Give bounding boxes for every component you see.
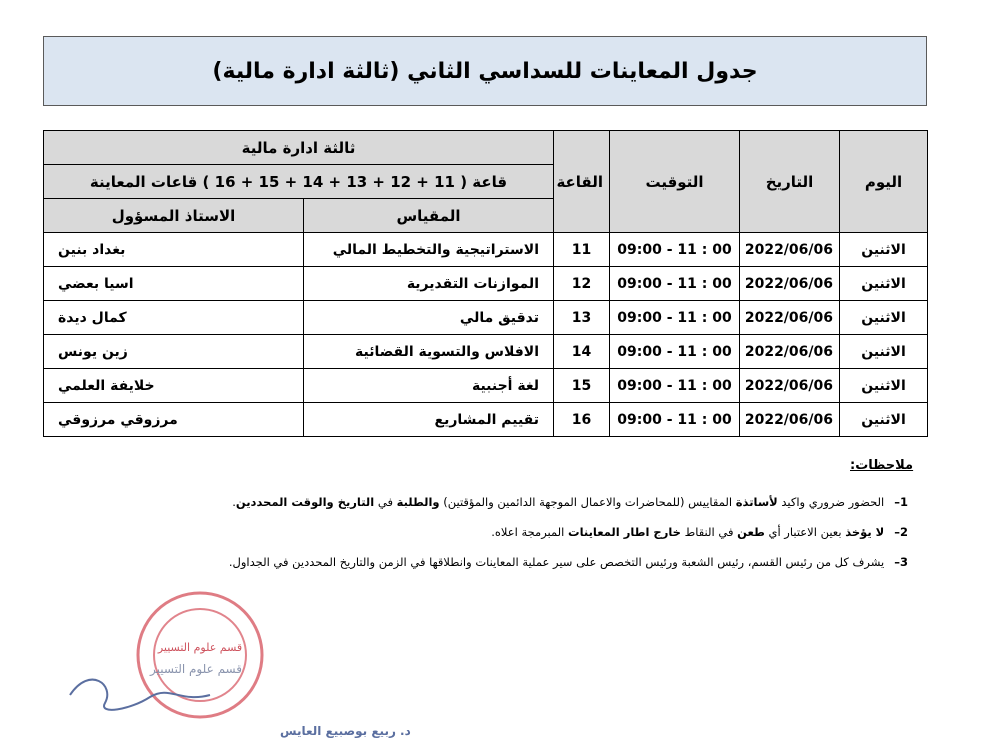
cell-day: الاثنين (840, 233, 928, 267)
header-date: التاريخ (740, 131, 840, 233)
cell-date: 2022/06/06 (740, 369, 840, 403)
cell-subject: تدقيق مالي (304, 301, 554, 335)
cell-date: 2022/06/06 (740, 233, 840, 267)
cell-room: 11 (554, 233, 610, 267)
cell-time: 09:00 - 11 : 00 (610, 233, 740, 267)
note-item: 1–الحضور ضروري واكيد لأساتذة المقاييس (للمحاضرات والاعمال الموجهة الدائمين والمؤقتين) والطلبة في التاريخ والوقت المحددين. (232, 495, 908, 509)
cell-room: 13 (554, 301, 610, 335)
page-title: جدول المعاينات للسداسي الثاني (ثالثة ادارة مالية) (212, 58, 758, 84)
stamp-signature (60, 585, 411, 745)
cell-teacher: بغداد بنين (44, 233, 304, 267)
cell-room: 16 (554, 403, 610, 437)
signer-name: د. ربيع بوصبيع العايس (280, 724, 411, 738)
header-rooms-note: قاعة ( 11 + 12 + 13 + 14 + 15 + 16 ) قاعات المعاينة (44, 165, 554, 199)
cell-time: 09:00 - 11 : 00 (610, 369, 740, 403)
cell-room: 15 (554, 369, 610, 403)
cell-subject: تقييم المشاريع (304, 403, 554, 437)
table-header-row (44, 131, 928, 165)
cell-date: 2022/06/06 (740, 403, 840, 437)
header-day: اليوم (840, 131, 928, 233)
cell-teacher: اسيا بعضي (44, 267, 304, 301)
note-item: 2–لا يؤخذ بعين الاعتبار أي طعن في النقاط خارج اطار المعاينات المبرمجة اعلاه. (491, 525, 908, 539)
header-time: التوقيت (610, 131, 740, 233)
stamp-inner-ring (154, 609, 246, 701)
cell-time: 09:00 - 11 : 00 (610, 301, 740, 335)
cell-day: الاثنين (840, 335, 928, 369)
cell-teacher: زين يونس (44, 335, 304, 369)
cell-date: 2022/06/06 (740, 335, 840, 369)
cell-subject: الافلاس والتسوية القضائية (304, 335, 554, 369)
cell-teacher: خلايفة العلمي (44, 369, 304, 403)
header-room: القاعة (554, 131, 610, 233)
cell-date: 2022/06/06 (740, 301, 840, 335)
cell-teacher: كمال ديدة (44, 301, 304, 335)
table-row (44, 403, 928, 437)
table-row (44, 369, 928, 403)
notes-list (108, 495, 908, 585)
stamp-outer-ring (138, 593, 262, 717)
cell-day: الاثنين (840, 403, 928, 437)
header-group: ثالثة ادارة مالية (44, 131, 554, 165)
cell-room: 14 (554, 335, 610, 369)
note-item: 3–يشرف كل من رئيس القسم، رئيس الشعبة ورئيس التخصص على سير عملية المعاينات وانطلاقها في الزمن والتاريخ المحددين في الجداول. (228, 555, 908, 569)
schedule-table (43, 130, 928, 437)
cell-teacher: مرزوقي مرزوقي (44, 403, 304, 437)
header-teacher: الاستاذ المسؤول (44, 199, 304, 233)
signature-stroke (70, 680, 210, 710)
cell-time: 09:00 - 11 : 00 (610, 335, 740, 369)
cell-subject: الموازنات التقديرية (304, 267, 554, 301)
stamp-text: قسم علوم التسيير (157, 641, 243, 654)
cell-day: الاثنين (840, 301, 928, 335)
cell-room: 12 (554, 267, 610, 301)
title-box (43, 36, 927, 106)
cell-subject: لغة أجنبية (304, 369, 554, 403)
table-row (44, 267, 928, 301)
cell-time: 09:00 - 11 : 00 (610, 267, 740, 301)
cell-time: 09:00 - 11 : 00 (610, 403, 740, 437)
cell-date: 2022/06/06 (740, 267, 840, 301)
table-row (44, 301, 928, 335)
cell-day: الاثنين (840, 369, 928, 403)
header-subject: المقياس (304, 199, 554, 233)
cell-subject: الاستراتيجية والتخطيط المالي (304, 233, 554, 267)
table-row (44, 335, 928, 369)
table-row (44, 233, 928, 267)
signature-text: قسم علوم التسيير (150, 662, 242, 676)
cell-day: الاثنين (840, 267, 928, 301)
notes-title: ملاحظات: (850, 458, 914, 473)
